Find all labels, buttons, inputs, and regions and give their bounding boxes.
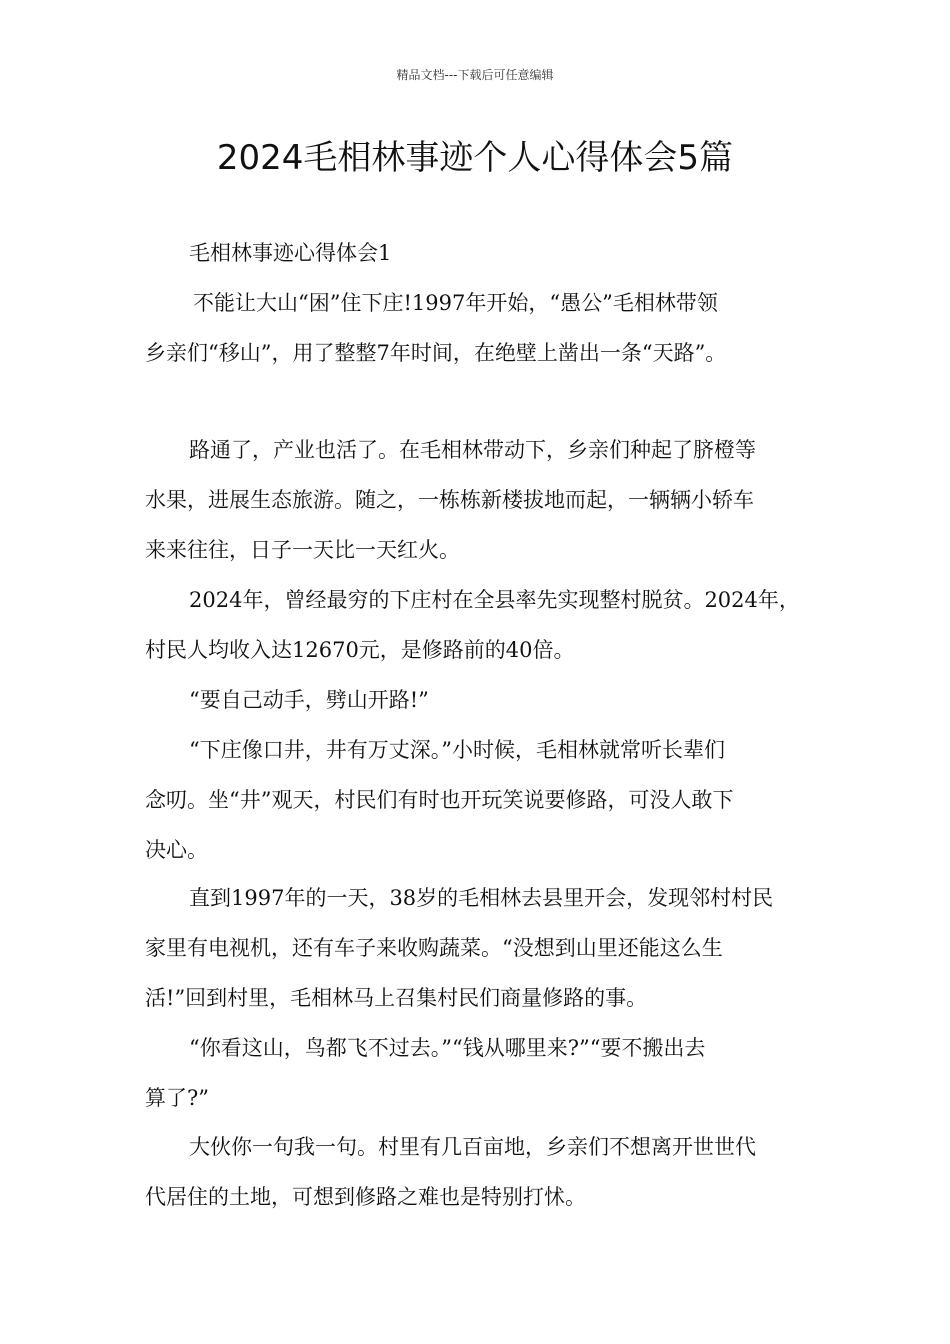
paragraph-3: [145, 575, 825, 675]
paragraph-line: “你看这山，鸟都飞不过去。”“钱从哪里来?”“要不搬出去: [189, 1036, 706, 1060]
paragraph-line: 决心。: [145, 838, 208, 862]
paragraph-line: 代居住的土地，可想到修路之难也是特别打怵。: [145, 1185, 586, 1209]
paragraph-line: 水果，进展生态旅游。随之，一栋栋新楼拔地而起，一辆辆小轿车: [145, 488, 754, 512]
paragraph-line: 2024年，曾经最穷的下庄村在全县率先实现整村脱贫。2024年，: [189, 588, 800, 612]
paragraph-line: 活!”回到村里，毛相林马上召集村民们商量修路的事。: [145, 986, 648, 1010]
paragraph-line: 乡亲们“移山”，用了整整7年时间，在绝壁上凿出一条“天路”。: [145, 341, 727, 365]
paragraph-8: [145, 1122, 825, 1222]
paragraph-line: 大伙你一句我一句。村里有几百亩地，乡亲们不想离开世世代: [189, 1135, 756, 1159]
paragraph-1: [145, 278, 825, 378]
section-heading: [145, 228, 825, 278]
paragraph-line: “要自己动手，劈山开路!”: [189, 688, 429, 712]
document-title: 2024毛相林事迹个人心得体会5篇: [216, 138, 734, 178]
paragraph-4: [145, 675, 825, 725]
paragraph-line: 来来往往，日子一天比一天红火。: [145, 538, 460, 562]
paragraph-7: [145, 1023, 825, 1123]
paragraph-line: 家里有电视机，还有车子来收购蔬菜。“没想到山里还能这么生: [145, 936, 723, 960]
paragraph-line: 不能让大山“困”住下庄!1997年开始，“愚公”毛相林带领: [193, 291, 718, 315]
page-header-note: 精品文档---下载后可任意编辑: [396, 68, 554, 82]
paragraph-6: [145, 873, 825, 1023]
paragraph-line: 算了?”: [145, 1086, 209, 1110]
paragraph-5: [145, 725, 825, 875]
paragraph-line: 村民人均收入达12670元，是修路前的40倍。: [145, 638, 575, 662]
paragraph-line: “下庄像口井，井有万丈深。”小时候，毛相林就常听长辈们: [189, 738, 725, 762]
section-heading-text: 毛相林事迹心得体会1: [189, 241, 392, 265]
paragraph-line: 念叨。坐“井”观天，村民们有时也开玩笑说要修路，可没人敢下: [145, 788, 734, 812]
paragraph-line: 路通了，产业也活了。在毛相林带动下，乡亲们种起了脐橙等: [189, 438, 756, 462]
paragraph-2: [145, 425, 825, 575]
paragraph-line: 直到1997年的一天，38岁的毛相林去县里开会，发现邻村村民: [189, 886, 774, 910]
